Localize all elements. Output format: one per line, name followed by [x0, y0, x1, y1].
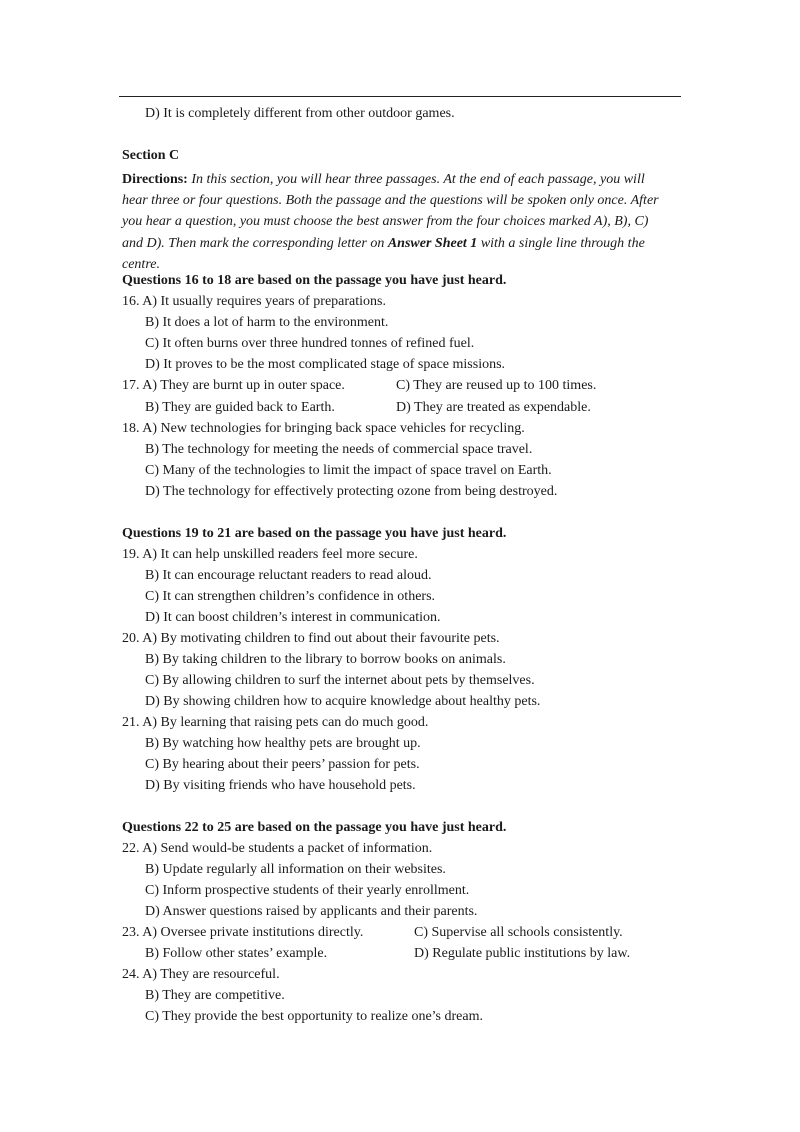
- q19-option-b: B) It can encourage reluctant readers to read aloud.: [145, 568, 432, 583]
- top-rule: [119, 96, 681, 97]
- group-heading-22-25: Questions 22 to 25 are based on the passage you have just heard.: [122, 820, 507, 835]
- q22-option-b: B) Update regularly all information on their websites.: [145, 862, 446, 877]
- q21-option-a: 21. A) By learning that raising pets can do much good.: [122, 715, 429, 730]
- q22-option-a: 22. A) Send would-be students a packet of information.: [122, 841, 433, 856]
- q16-option-a: 16. A) It usually requires years of preparations.: [122, 294, 386, 309]
- q16-option-c: C) It often burns over three hundred tonnes of refined fuel.: [145, 336, 475, 351]
- q19-option-d: D) It can boost children’s interest in communication.: [145, 610, 441, 625]
- q22-option-c: C) Inform prospective students of their yearly enrollment.: [145, 883, 470, 898]
- q21-option-b: B) By watching how healthy pets are brought up.: [145, 736, 421, 751]
- q17-option-c: C) They are reused up to 100 times.: [396, 378, 597, 393]
- answer-sheet-ref: Answer Sheet 1: [387, 235, 478, 251]
- q17-option-d: D) They are treated as expendable.: [396, 400, 591, 415]
- q16-option-b: B) It does a lot of harm to the environment.: [145, 315, 389, 330]
- q18-option-b: B) The technology for meeting the needs of commercial space travel.: [145, 442, 533, 457]
- q24-option-c: C) They provide the best opportunity to realize one’s dream.: [145, 1009, 483, 1024]
- group-heading-19-21: Questions 19 to 21 are based on the passage you have just heard.: [122, 526, 507, 541]
- top-option-d: D) It is completely different from other outdoor games.: [145, 106, 455, 121]
- q17-option-b: B) They are guided back to Earth.: [145, 400, 335, 415]
- directions-text: In this section, you will hear three passages. At the end of each passage, you will hear three or four questions. Both the passage and the questions will be spoken only once. After you hear a question, you must choose the best answer from the four choices marked A), B), C) and D). Then mark the corresponding letter on: [122, 172, 659, 251]
- q18-option-d: D) The technology for effectively protecting ozone from being destroyed.: [145, 484, 558, 499]
- q19-option-c: C) It can strengthen children’s confidence in others.: [145, 589, 436, 604]
- directions-label: Directions:: [122, 172, 188, 187]
- q20-option-d: D) By showing children how to acquire knowledge about healthy pets.: [145, 694, 541, 709]
- q21-option-d: D) By visiting friends who have household pets.: [145, 778, 416, 793]
- q18-option-c: C) Many of the technologies to limit the impact of space travel on Earth.: [145, 463, 552, 478]
- q23-option-a: 23. A) Oversee private institutions directly.: [122, 925, 364, 940]
- q21-option-c: C) By hearing about their peers’ passion for pets.: [145, 757, 420, 772]
- directions-text-end: with a single line through the centre.: [122, 235, 645, 272]
- q20-option-c: C) By allowing children to surf the internet about pets by themselves.: [145, 673, 535, 688]
- q20-option-b: B) By taking children to the library to borrow books on animals.: [145, 652, 506, 667]
- q16-option-d: D) It proves to be the most complicated stage of space missions.: [145, 357, 506, 372]
- q23-option-c: C) Supervise all schools consistently.: [414, 925, 623, 940]
- q24-option-b: B) They are competitive.: [145, 988, 285, 1003]
- q22-option-d: D) Answer questions raised by applicants and their parents.: [145, 904, 478, 919]
- q23-option-b: B) Follow other states’ example.: [145, 946, 328, 961]
- q18-option-a: 18. A) New technologies for bringing back space vehicles for recycling.: [122, 421, 525, 436]
- directions-block: [122, 169, 662, 275]
- q17-option-a: 17. A) They are burnt up in outer space.: [122, 378, 345, 393]
- group-heading-16-18: Questions 16 to 18 are based on the passage you have just heard.: [122, 273, 507, 288]
- q24-option-a: 24. A) They are resourceful.: [122, 967, 280, 982]
- q23-option-d: D) Regulate public institutions by law.: [414, 946, 631, 961]
- section-title: Section C: [122, 148, 180, 163]
- q20-option-a: 20. A) By motivating children to find out about their favourite pets.: [122, 631, 500, 646]
- q19-option-a: 19. A) It can help unskilled readers feel more secure.: [122, 547, 418, 562]
